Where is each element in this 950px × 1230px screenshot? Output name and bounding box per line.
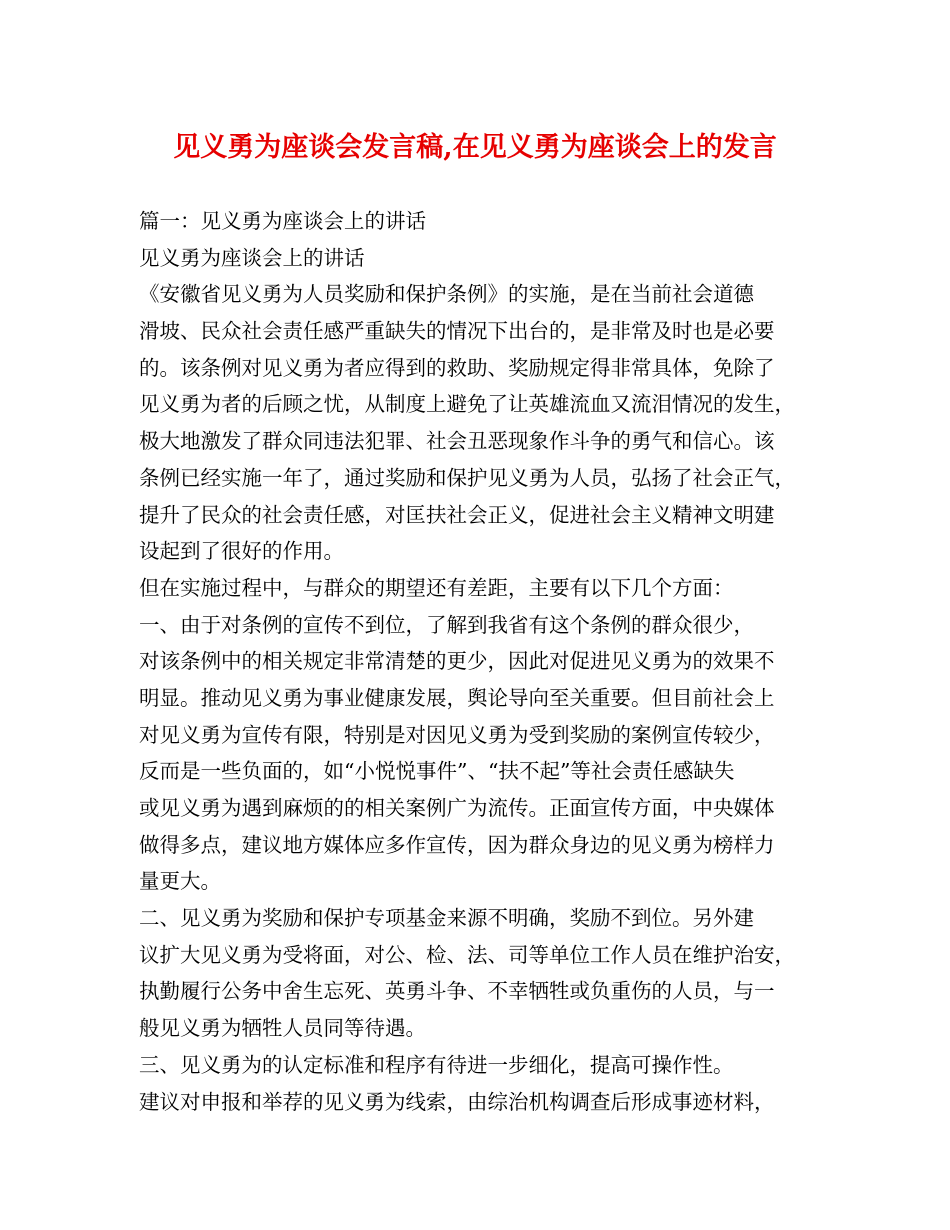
body-line: 但在实施过程中，与群众的期望还有差距，主要有以下几个方面： (139, 575, 734, 600)
body-line: 对见义勇为宣传有限，特别是对因见义勇为受到奖励的案例宣传较少， (139, 722, 775, 747)
body-line: 对该条例中的相关规定非常清楚的更少，因此对促进见义勇为的效果不 (139, 649, 775, 674)
body-line: 二、见义勇为奖励和保护专项基金来源不明确，奖励不到位。另外建 (139, 906, 754, 931)
body-line: 明显。推动见义勇为事业健康发展，舆论导向至关重要。但目前社会上 (139, 685, 775, 710)
document-title: 见义勇为座谈会发言稿,在见义勇为座谈会上的发言 (173, 132, 777, 163)
document-body (139, 203, 819, 1120)
body-line: 《安徽省见义勇为人员奖励和保护条例》的实施，是在当前社会道德 (139, 282, 754, 307)
body-line: 或见义勇为遇到麻烦的的相关案例广为流传。正面宣传方面，中央媒体 (139, 796, 775, 820)
body-line: 篇一：见义勇为座谈会上的讲话 (139, 209, 426, 233)
body-line: 般见义勇为牺牲人员同等待遇。 (139, 1016, 426, 1041)
body-line: 议扩大见义勇为受将面，对公、检、法、司等单位工作人员在维护治安， (139, 942, 795, 967)
body-line: 建议对申报和举荐的见义勇为线索，由综治机构调查后形成事迹材料， (139, 1089, 775, 1114)
body-line: 量更大。 (139, 869, 221, 894)
body-line: 设起到了很好的作用。 (139, 539, 344, 564)
body-line: 见义勇为者的后顾之忧，从制度上避免了让英雄流血又流泪情况的发生， (139, 392, 795, 417)
body-line: 的。该条例对见义勇为者应得到的救助、奖励规定得非常具体，免除了 (139, 355, 775, 380)
body-line: 做得多点，建议地方媒体应多作宣传，因为群众身边的见义勇为榜样力 (139, 832, 775, 857)
body-line: 见义勇为座谈会上的讲话 (139, 245, 365, 270)
body-line: 执勤履行公务中舍生忘死、英勇斗争、不幸牺牲或负重伤的人员，与一 (139, 979, 775, 1004)
body-line: 一、由于对条例的宣传不到位，了解到我省有这个条例的群众很少， (139, 612, 754, 637)
body-line: 极大地激发了群众同违法犯罪、社会丑恶现象作斗争的勇气和信心。该 (139, 429, 775, 454)
body-line: 提升了民众的社会责任感，对匡扶社会正义，促进社会主义精神文明建 (139, 502, 775, 527)
body-line: 条例已经实施一年了，通过奖励和保护见义勇为人员，弘扬了社会正气， (139, 465, 795, 490)
body-line: 三、见义勇为的认定标准和程序有待进一步细化，提高可操作性。 (139, 1052, 734, 1077)
body-line: 滑坡、民众社会责任感严重缺失的情况下出台的，是非常及时也是必要 (139, 319, 775, 344)
body-line: 反而是一些负面的，如“小悦悦事件”、“扶不起”等社会责任感缺失 (139, 759, 735, 784)
